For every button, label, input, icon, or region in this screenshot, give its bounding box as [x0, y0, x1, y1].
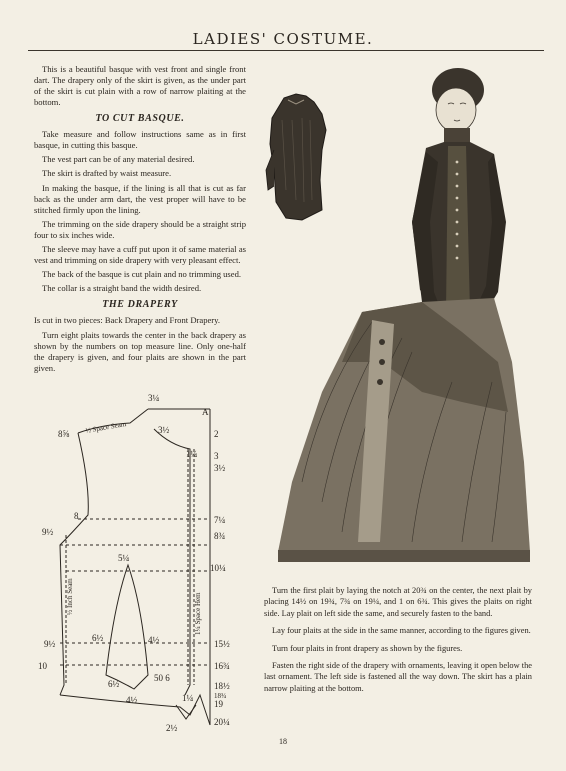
drapery-pattern-diagram [30, 385, 240, 735]
pattern-label: 15½ [214, 639, 230, 649]
paragraph: The sleeve may have a cuff put upon it of same material as vest and trimming on side drapery with very pleasant effect. [34, 243, 246, 265]
pattern-label: 3¼ [148, 393, 160, 403]
section-heading-cut-basque: TO CUT BASQUE. [95, 113, 185, 124]
pattern-label: 4½ [148, 635, 160, 645]
intro-paragraph: This is a beautiful basque with vest front and single front dart. The drapery only of the skirt is given, as the under part of the skirt is cut plain with a row of narrow plaiting at the bottom. [34, 64, 246, 107]
paragraph: Is cut in two pieces: Back Drapery and Front Drapery. [34, 315, 221, 326]
pattern-label: 6½ [92, 633, 104, 643]
pattern-label: 8¾ [214, 531, 226, 541]
pattern-label: 4½ [126, 695, 138, 705]
pattern-label: 5¼ [118, 553, 130, 563]
pattern-label: 2 [214, 429, 219, 439]
paragraph: Turn four plaits in front drapery as shown by the figures. [272, 643, 463, 653]
pattern-label: 6½ [108, 679, 120, 689]
paragraph: The back of the basque is cut plain and no trimming used. [42, 269, 242, 280]
pattern-label: 1¼ [186, 449, 198, 459]
paragraph: Turn eight plaits towards the center in the back drapery as shown by the numbers on top measure line. Only one-half the drapery is given, and four plaits are shown in the part given. [34, 329, 246, 373]
title-rule [28, 50, 544, 51]
paragraph: The collar is a straight band the width desired. [42, 283, 202, 294]
costume-illustration [262, 62, 532, 567]
paragraph: Take measure and follow instructions same as in first basque, in cutting this basque. [34, 129, 246, 150]
pattern-label: 3½ [214, 463, 226, 473]
pattern-label: A [202, 407, 209, 417]
pattern-label: ½ Space Seam [84, 419, 127, 435]
pattern-label: 8 [74, 511, 79, 521]
pattern-label: 50 6 [154, 673, 170, 683]
pattern-label: 1¼ Space Hem [194, 592, 202, 635]
paragraph: Lay four plaits at the side in the same manner, according to the figures given. [272, 626, 531, 636]
pattern-label: 10 [38, 661, 47, 671]
paragraph: Fasten the right side of the drapery with ornaments, leaving it open below the last ornament. The left side is fastened all the way down. The skirt has a plain narrow plaiting at the bottom. [264, 661, 532, 693]
left-column [34, 60, 246, 377]
paragraph: The vest part can be of any material desired. [42, 154, 195, 165]
pattern-label: 1¼ [182, 693, 194, 703]
pattern-label: 16¾ [214, 661, 230, 671]
pattern-label: ½ Inch Seam [66, 578, 74, 615]
pattern-label: 10¼ [210, 563, 226, 573]
pattern-label: 3½ [158, 425, 170, 435]
paragraph: In making the basque, if the lining is all that is cut as far back as the under arm dart, the vest proper will have to be stitched firmly upon the lining. [34, 182, 246, 215]
pattern-label: 3 [214, 451, 219, 461]
pattern-label: 18¾ [214, 692, 227, 700]
pattern-label: 9½ [42, 527, 54, 537]
paragraph: The skirt is drafted by waist measure. [42, 168, 172, 179]
pattern-label: 20¼ [214, 717, 230, 727]
pattern-label: 9½ [44, 639, 56, 649]
paragraph: Turn the first plait by laying the notch at 20¾ on the center, the next plait by placing 14½ on 19¾, 7¾ on 19¼, and 1 on 6¾. This gives the plaits on right side. Lay plait on left side the same, and securely fasten to the band. [264, 586, 532, 618]
paragraph: The trimming on the side drapery should be a straight strip four to six inches wide. [34, 218, 246, 240]
page-title: LADIES' COSTUME. [192, 30, 374, 48]
pattern-label: 18½ [214, 681, 230, 691]
right-column [264, 585, 532, 700]
pattern-label: 2½ [166, 723, 178, 733]
page-number: 18 [279, 737, 287, 746]
pattern-label: 19 [214, 699, 223, 709]
pattern-label: 7¼ [214, 515, 226, 525]
section-heading-drapery: THE DRAPERY [102, 299, 178, 311]
pattern-label: 8⅝ [58, 429, 70, 439]
